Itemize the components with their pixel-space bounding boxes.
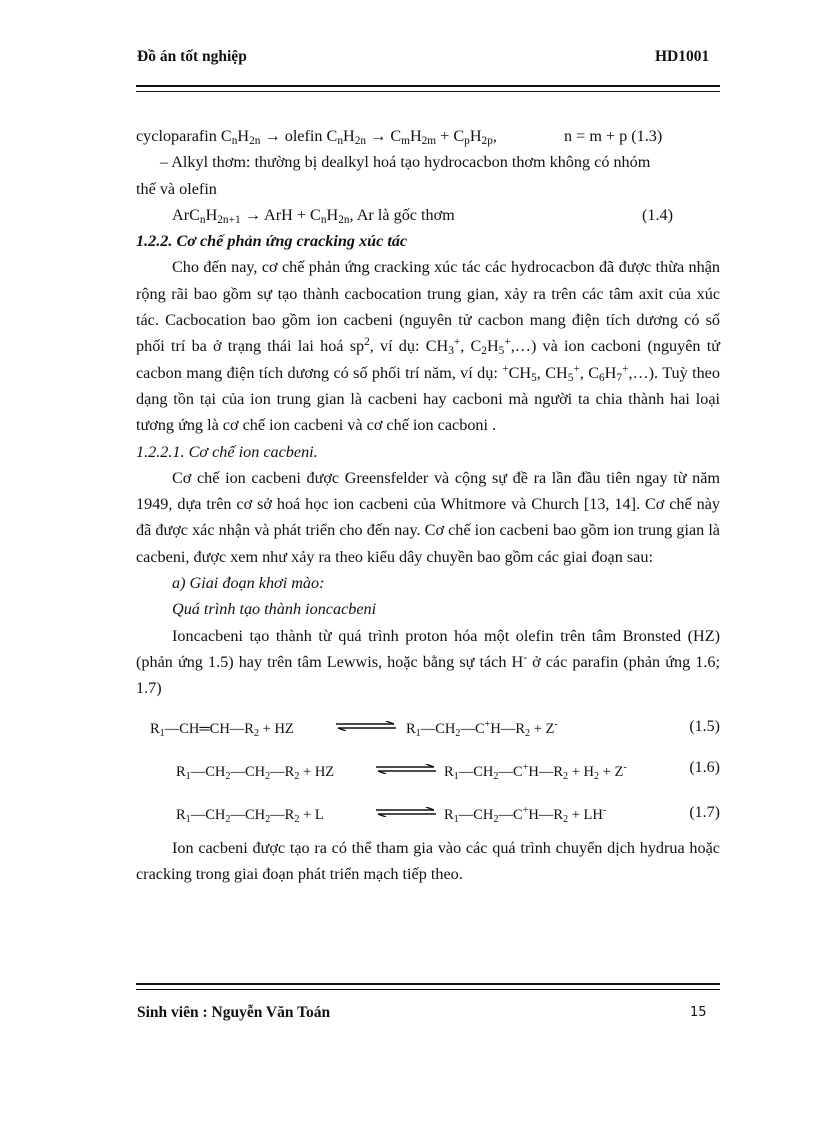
section-heading: 1.2.2. Cơ chế phản ứng cracking xúc tác (136, 232, 408, 251)
subsection-heading: 1.2.2.1. Cơ chế ion cacbeni. (136, 442, 318, 461)
equilibrium-arrow-icon (376, 764, 436, 774)
equation-1-7: $R_1—CH_2—CH_2—R_2 + L$ $R_1—CH_2—C^+H—R_2 + LH^-$ (1.7) (136, 802, 720, 829)
page-number: 15 (690, 1005, 707, 1020)
equation-1-6-number: (1.6) (689, 758, 720, 776)
equation-1-5-number: (1.5) (689, 717, 720, 735)
alkyl-line-1: – Alkyl thơm: thường bị dealkyl hoá tạo hydrocacbon thơm không có nhóm (160, 153, 651, 172)
equilibrium-arrow-icon (336, 721, 396, 731)
equilibrium-arrow-icon (376, 807, 436, 817)
equation-1-6: $R_1—CH_2—CH_2—R_2$ + HZ $R_1—CH_2—C^+H—R_2 + H_2 + Z^-$ (1.6) (136, 759, 720, 786)
header-rule-thin (136, 91, 720, 92)
paragraph-mechanism-intro: Cho đến nay, cơ chế phản ứng cracking xúc tác các hydrocacbon đã được thừa nhận rộng rãi bao gồm sự tạo thành cacbocation trung gian, xảy ra trên các tâm axit của xúc tác. Cacbocation bao gồm ion cacbeni (nguyên tử cacbon mang điện tích dương có số phối trí ba ở trạng thái lai hoá $sp^2$, ví dụ: $CH_3^+$, $C_2H_5^+,\dots$) và ion cacboni (nguyên tử cacbon mang điện tích dương có số phối trí năm, ví dụ: $^+CH_5$, $CH_5^+$, $C_6H_7^+,\dots$). Tuỳ theo dạng tồn tại của ion trung gian là cacbeni hay cacboni mà người ta chia thành hai loại tương ứng là cơ chế ion cacbeni và cơ chế ion cacboni . (136, 258, 720, 435)
equation-1-5: $R_1—CH═CH—R_2$ + HZ $R_1—CH_2—C^+H—R_2 + Z^-$ (1.5) (136, 716, 720, 743)
footer-student: Sinh viên : Nguyễn Văn Toán (137, 1004, 331, 1021)
paragraph-ioncacbeni-formation: Ioncacbeni tạo thành từ quá trình proton hóa một olefin trên tâm Bronsted (HZ) (phản ứng 1.5) hay trên tâm Lewwis, hoặc bằng sự tách H- ở các parafin (phản ứng 1.6; 1.7) (136, 626, 720, 698)
equation-1-3-number: n = m + p (1.3) (564, 127, 663, 145)
stage-a-subheading: Quá trình tạo thành ioncacbeni (172, 600, 377, 619)
equation-1-3: cycloparafin $C_nH_{2n}$ → olefin $C_nH_{2n} \to C_mH_{2m} + C_pH_{2p}$, n = m + p (1.3) (136, 123, 720, 149)
paragraph-cacbeni-propagation: Ion cacbeni được tạo ra có thể tham gia vào các quá trình chuyển dịch hydrua hoặc cracking trong giai đoạn phát triển mạch tiếp theo. (136, 838, 720, 883)
paragraph-cacbeni-mechanism: Cơ chế ion cacbeni được Greensfelder và cộng sự đề ra lần đầu tiên ngay từ năm 1949, dựa trên cơ sở hoá học ion cacbeni của Whitmore và Church [13, 14]. Cơ chế này đã được xác nhận và phát triển cho đến nay. Cơ chế ion cacbeni bao gồm ion trung gian là cacbeni, được xem như xảy ra theo kiểu dây chuyền bao gồm các giai đoạn sau: (136, 468, 720, 566)
equation-1-4-tail: , Ar là gốc thơm (349, 205, 455, 224)
page-body (136, 123, 720, 887)
header-title: Đồ án tốt nghiệp (137, 48, 247, 65)
equation-1-4: $ArC_nH_{2n+1}$ → ArH + $C_nH_{2n}$, Ar là gốc thơm (1.4) (136, 202, 720, 228)
equation-1-7-number: (1.7) (689, 803, 720, 821)
alkyl-line-2: thế và olefin (136, 179, 217, 198)
footer-rule-thick (136, 983, 720, 985)
header-rule-thick (136, 85, 720, 87)
equation-1-4-number: (1.4) (642, 205, 674, 224)
footer-rule-thin (136, 989, 720, 990)
header-code: HD1001 (655, 48, 710, 65)
stage-a-heading: a) Giai đoạn khơi mào: (172, 574, 325, 593)
